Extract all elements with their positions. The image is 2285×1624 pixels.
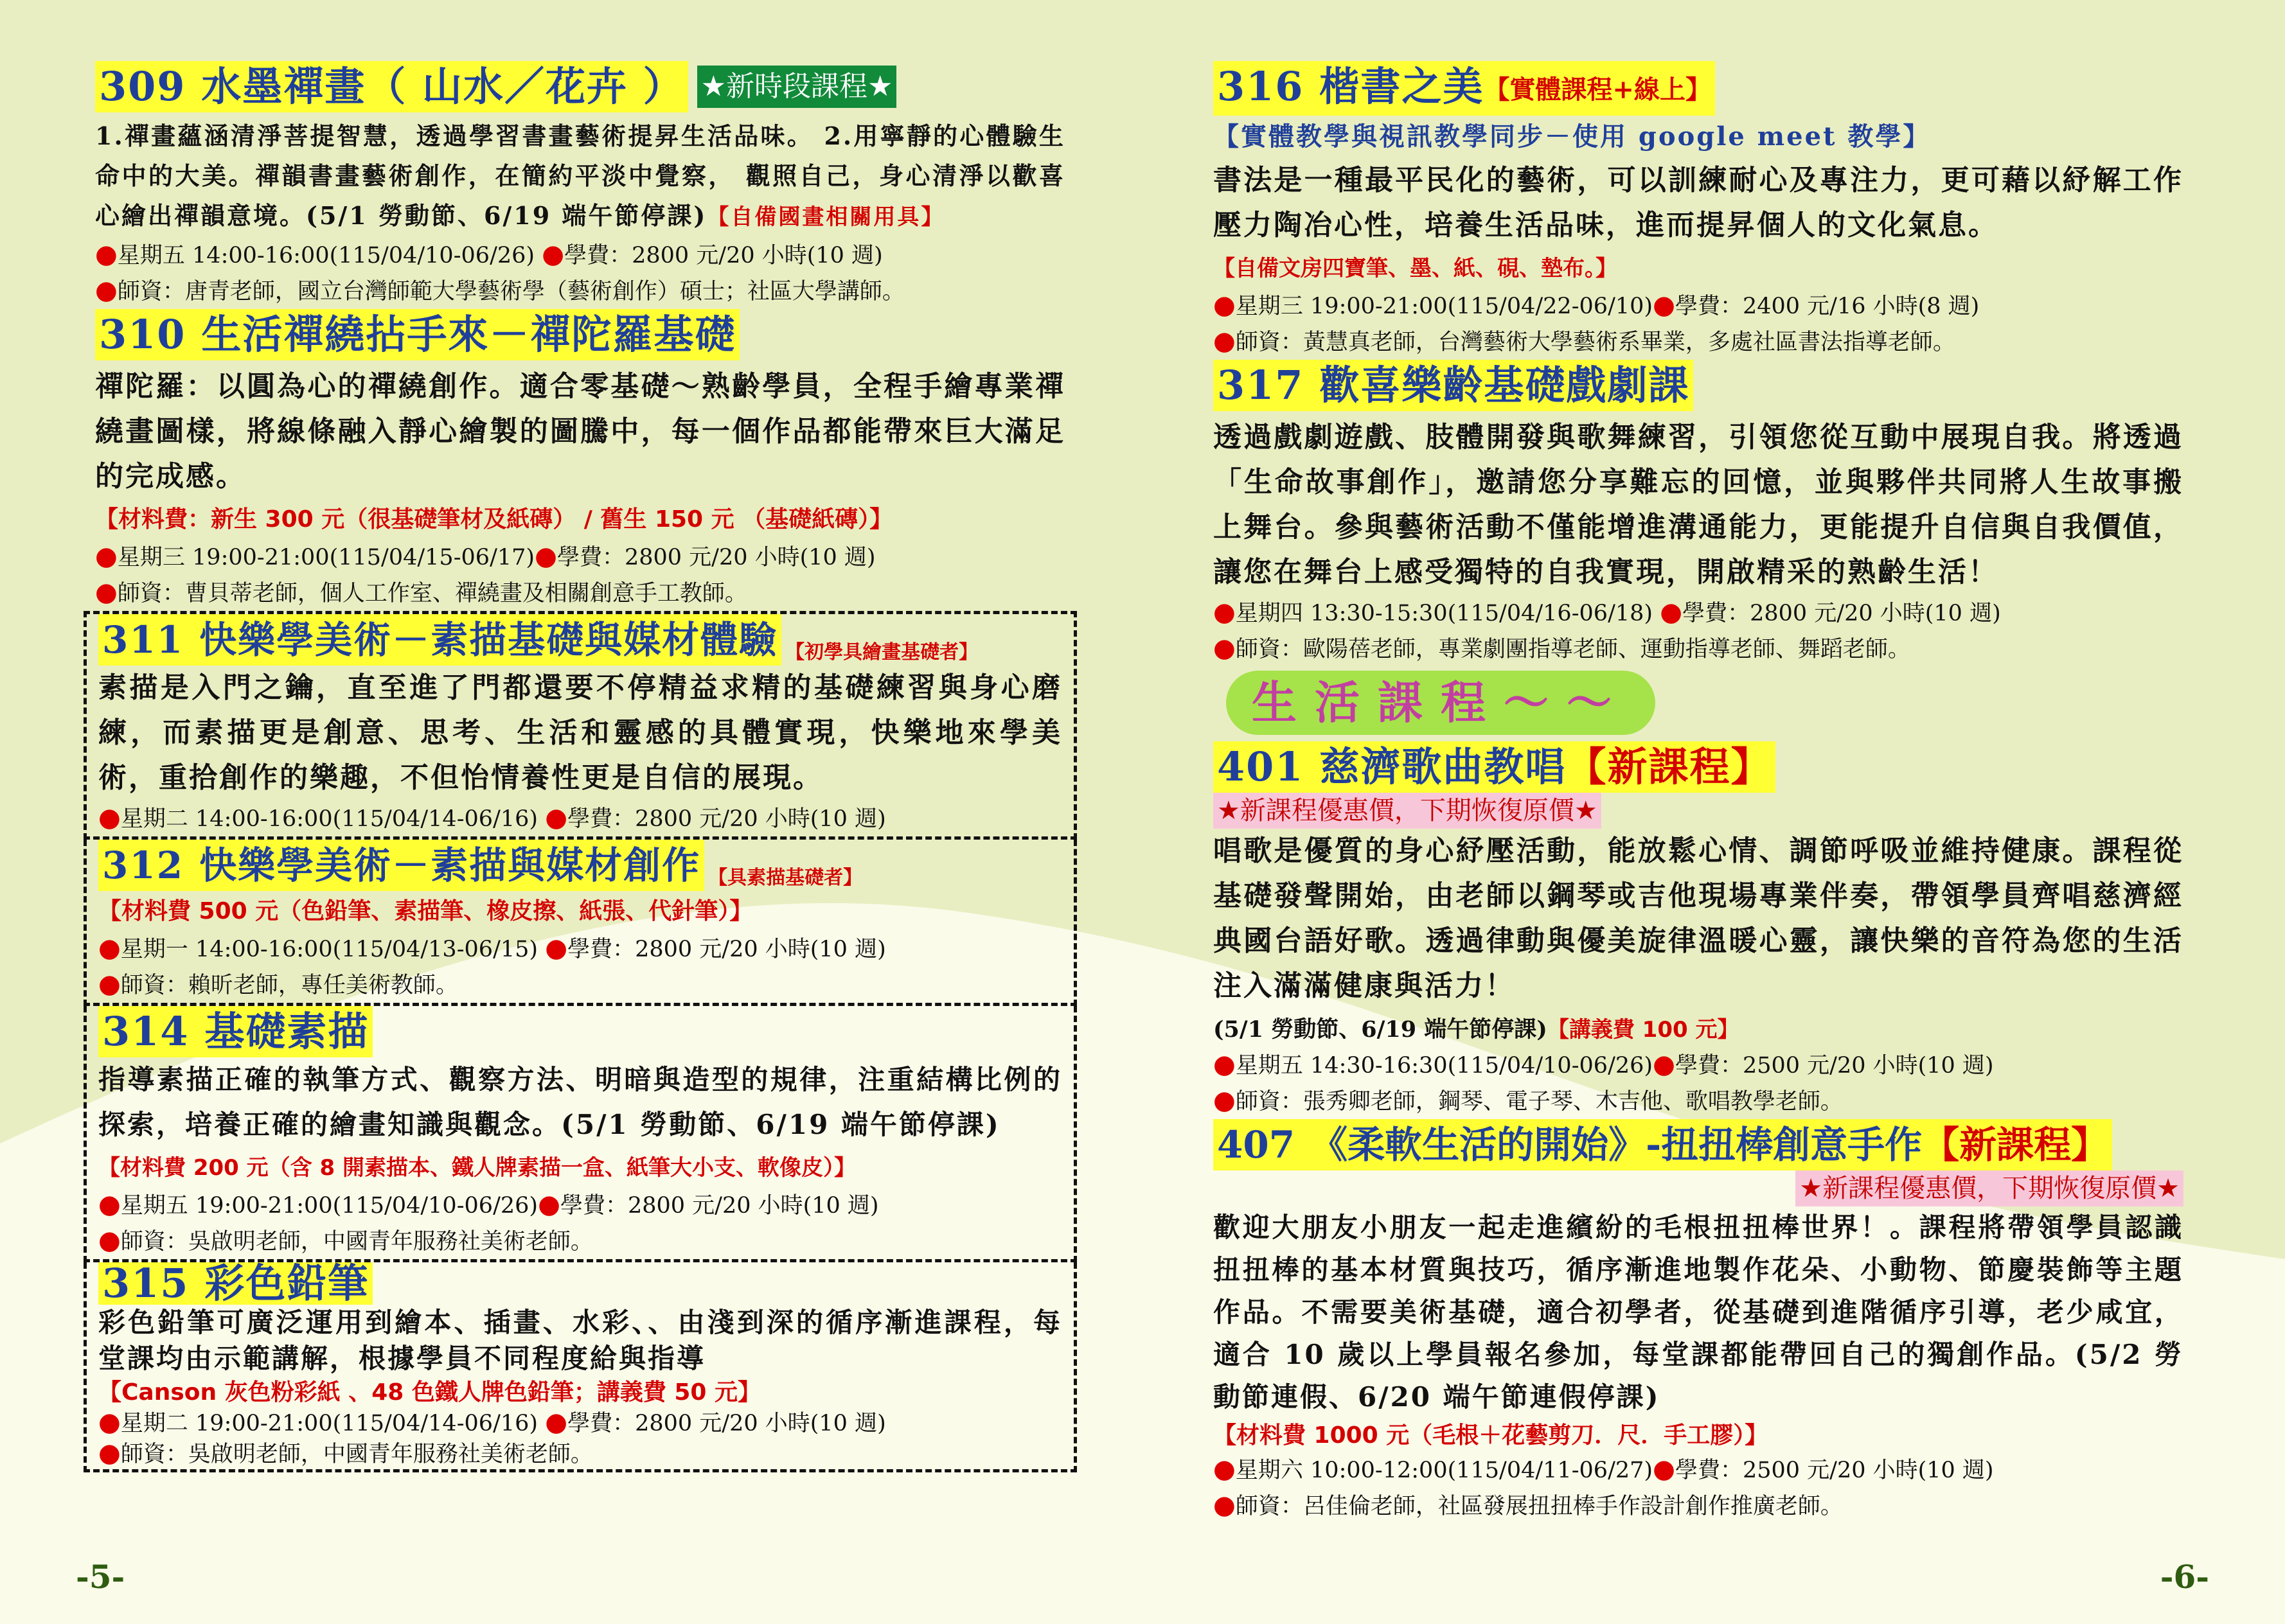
promo-badge: ★新課程優惠價，下期恢復原價★ [1213, 793, 1601, 829]
schedule-fee: ●星期二 14:00-16:00(115/04/14-06/16) ●學費：2800 元/20 小時(10 週) [98, 803, 886, 833]
course-407 [1213, 1119, 2183, 1524]
teacher-info: ●師資：吳啟明老師，中國青年服務社美術老師。 [98, 1438, 593, 1468]
teacher-info: ●師資：張秀卿老師，鋼琴、電子琴、木吉他、歌唱教學老師。 [1213, 1086, 1843, 1115]
material-fee: 【材料費 1000 元（毛根＋花藝剪刀．尺．手工膠）】 [1213, 1422, 1768, 1449]
schedule-fee: ●星期三 19:00-21:00(115/04/15-06/17)●學費：2800 元/20 小時(10 週) [95, 542, 876, 571]
material-fee: 【材料費 500 元（色鉛筆、素描筆、橡皮擦、紙張、代針筆）】 [98, 898, 753, 924]
course-title: 309 水墨禪畫（ 山水／花卉 ） [95, 61, 688, 112]
course-401 [1213, 741, 2183, 1119]
course-312: 312 快樂學美術－素描與媒材創作 【具素描基礎者】 【材料費 500 元（色鉛筆、素描筆、橡皮擦、紙張、代針筆）】 ●星期一 14:00-16:00(115/04/13-06/15) ●學費：2800 元/20 小時(10 週) ●師資：賴昕老師，專任美術教師。 [84, 840, 1077, 1006]
schedule-fee: ●星期五 14:00-16:00(115/04/10-06/26) ●學費：2800 元/20 小時(10 週) [95, 240, 883, 269]
course-317 [1213, 360, 2183, 667]
course-description: 素描是入門之鑰，直至進了門都還要不停精益求精的基礎練習與身心磨練，而素描更是創意、思考、生活和靈感的具體實現，快樂地來學美術，重拾創作的樂趣，不但怡情養性更是自信的展現。 [98, 671, 1062, 794]
teacher-info: ●師資：曹貝蒂老師，個人工作室、禪繞畫及相關創意手工教師。 [95, 578, 747, 607]
course-description: 彩色鉛筆可廣泛運用到繪本、插畫、水彩、、由淺到深的循序漸進課程，每堂課均由示範講解，根據學員不同程度給與指導 [98, 1307, 1062, 1374]
course-315 [84, 1262, 1077, 1472]
course-title: 310 生活禪繞拈手來－禪陀羅基礎 [95, 309, 740, 360]
teacher-info: ●師資：唐青老師，國立台灣師範大學藝術學（藝術創作）碩士；社區大學講師。 [95, 276, 905, 305]
page-number-right: -6- [2160, 1558, 2209, 1596]
course-311: 311 快樂學美術－素描基礎與媒材體驗 【初學具繪畫基礎者】 素描是入門之鑰，直至進了門都還要不停精益求精的基礎練習與身心磨練，而素描更是創意、思考、生活和靈感的具體實現，快樂地來學美術，重拾創作的樂趣，不但怡情養性更是自信的展現。 ●星期二 14:00-16:00(115/04/14-06/16) ●學費：2800 元/20 小時(10 週) [84, 611, 1077, 840]
course-description: 透過戲劇遊戲、肢體開發與歌舞練習，引領您從互動中展現自我。將透過「生命故事創作」，邀請您分享難忘的回憶，並與夥伴共同將人生故事搬上舞台。參與藝術活動不僅能增進溝通能力，更能提升自信與自我價值，讓您在舞台上感受獨特的自我實現，開啟精采的熟齡生活！ [1213, 421, 2183, 588]
schedule-fee: ●星期四 13:30-15:30(115/04/16-06/18) ●學費：2800 元/20 小時(10 週) [1213, 597, 2001, 627]
teacher-info: ●師資：黃慧真老師，台灣藝術大學藝術系畢業，多處社區書法指導老師。 [1213, 326, 1955, 356]
new-timeslot-badge: ★新時段課程★ [697, 66, 897, 108]
course-title: 312 快樂學美術－素描與媒材創作 [98, 840, 704, 891]
page-number-left: -5- [76, 1558, 125, 1596]
course-description: 1.禪畫蘊涵清淨菩提智慧，透過學習書畫藝術提昇生活品味。 2.用寧靜的心體驗生命中的大美。禪韻書畫藝術創作，在簡約平淡中覺察， 觀照自己，身心清淨以歡喜心繪出禪韻意境。(5/1 勞動節、6/19 端午節停課)【自備國畫相關用具】 [95, 121, 1065, 230]
teacher-info: ●師資：呂佳倫老師，社區發展扭扭棒手作設計創作推廣老師。 [1213, 1490, 1843, 1520]
right-page [1213, 61, 2183, 1524]
course-title: 314 基礎素描 [98, 1006, 373, 1057]
material-fee: 【材料費 200 元（含 8 開素描本、鐵人牌素描一盒、紙筆大小支、軟像皮）】 [98, 1155, 856, 1181]
course-description: 指導素描正確的執筆方式、觀察方法、明暗與造型的規律，注重結構比例的探索，培養正確的繪畫知識與觀念。(5/1 勞動節、6/19 端午節停課) [98, 1064, 1062, 1140]
teacher-info: ●師資：賴昕老師，專任美術教師。 [98, 969, 458, 999]
schedule-fee: ●星期五 14:30-16:30(115/04/10-06/26)●學費：2500 元/20 小時(10 週) [1213, 1050, 1994, 1079]
material-fee: 【Canson 灰色粉彩紙 、48 色鐵人牌色鉛筆；講義費 50 元】 [98, 1379, 761, 1406]
teacher-info: ●師資：吳啟明老師，中國青年服務社美術老師。 [98, 1226, 593, 1255]
course-description: 唱歌是優質的身心紓壓活動，能放鬆心情、調節呼吸並維持健康。課程從基礎發聲開始，由老師以鋼琴或吉他現場專業伴奏，帶領學員齊唱慈濟經典國台語好歌。透過律動與優美旋律溫暖心靈，讓快樂的音符為您的生活注入滿滿健康與活力！ [1213, 834, 2183, 1002]
material-fee: 【材料費：新生 300 元（很基礎筆材及紙磚） / 舊生 150 元 （基礎紙磚）】 [95, 506, 893, 533]
course-title: 316 楷書之美【實體課程+線上】 [1213, 61, 1715, 116]
course-title: 317 歡喜樂齡基礎戲劇課 [1213, 360, 1693, 411]
left-page [95, 61, 1065, 1472]
teacher-info: ●師資：歐陽蓓老師，專業劇團指導老師、運動指導老師、舞蹈老師。 [1213, 633, 1910, 663]
course-note: (5/1 勞動節、6/19 端午節停課)【講義費 100 元】 [1213, 1016, 1739, 1043]
course-title: 315 彩色鉛筆 [98, 1262, 373, 1305]
course-description: 歡迎大朋友小朋友一起走進繽紛的毛根扭扭棒世界！。課程將帶領學員認識扭扭棒的基本材質與技巧，循序漸進地製作花朵、小動物、節慶裝飾等主題作品。不需要美術基礎，適合初學者，從基礎到進階循序引導，老少咸宜，適合 10 歲以上學員報名參加，每堂課都能帶回自己的獨創作品。(5/2 勞動節連假、6/20 端午節連假停課) [1213, 1212, 2183, 1413]
material-fee: 【自備文房四寶筆、墨、紙、硯、墊布。】 [1213, 256, 1617, 281]
course-314 [84, 1006, 1077, 1262]
course-title: 407 《柔軟生活的開始》-扭扭棒創意手作【新課程】 [1213, 1119, 2112, 1170]
section-title: 生活課程～～ [1226, 671, 1655, 735]
course-description: 書法是一種最平民化的藝術，可以訓練耐心及專注力，更可藉以紓解工作壓力陶冶心性，培養生活品味，進而提昇個人的文化氣息。 [1213, 164, 2183, 242]
course-309 [95, 61, 1065, 309]
section-title-wrap [1213, 667, 2183, 741]
course-316 [1213, 61, 2183, 360]
schedule-fee: ●星期三 19:00-21:00(115/04/22-06/10)●學費：2400 元/16 小時(8 週) [1213, 290, 1980, 320]
schedule-fee: ●星期六 10:00-12:00(115/04/11-06/27)●學費：2500 元/20 小時(10 週) [1213, 1454, 1994, 1484]
course-310 [95, 309, 1065, 611]
course-subtitle: 【實體教學與視訊教學同步－使用 google meet 教學】 [1213, 121, 1931, 152]
promo-badge: ★新課程優惠價，下期恢復原價★ [1795, 1170, 2183, 1206]
schedule-fee: ●星期一 14:00-16:00(115/04/13-06/15) ●學費：2800 元/20 小時(10 週) [98, 933, 886, 963]
course-title: 401 慈濟歌曲教唱【新課程】 [1213, 741, 1775, 793]
course-description: 禪陀羅：以圓為心的禪繞創作。適合零基礎～熟齡學員，全程手繪專業禪繞畫圖樣，將線條融入靜心繪製的圖騰中，每一個作品都能帶來巨大滿足的完成感。 [95, 370, 1065, 493]
schedule-fee: ●星期二 19:00-21:00(115/04/14-06/16) ●學費：2800 元/20 小時(10 週) [98, 1408, 886, 1437]
course-title: 311 快樂學美術－素描基礎與媒材體驗 [98, 614, 781, 666]
schedule-fee: ●星期五 19:00-21:00(115/04/10-06/26)●學費：2800 元/20 小時(10 週) [98, 1190, 879, 1219]
